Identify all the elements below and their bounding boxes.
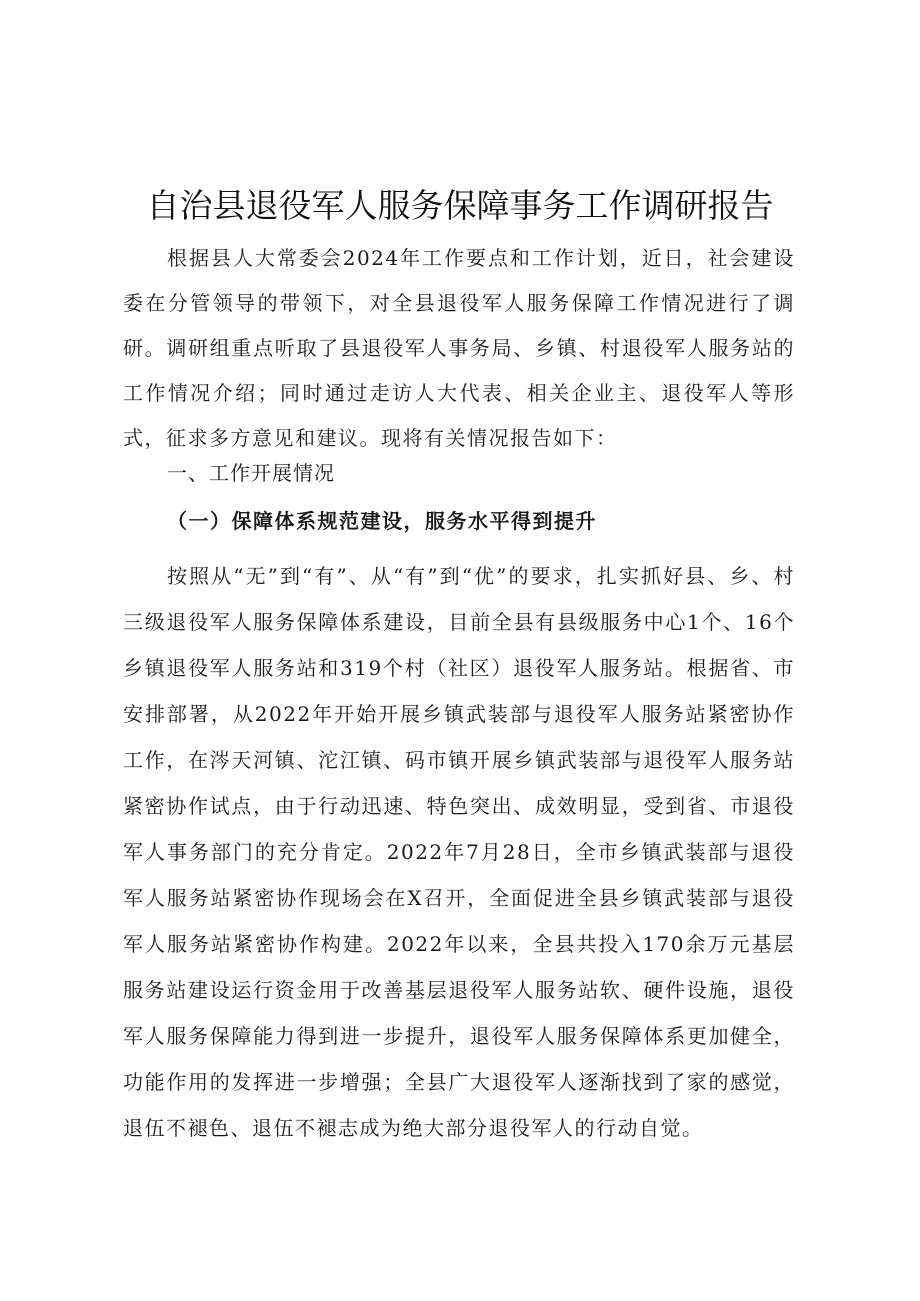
section-heading: 一、工作开展情况 (167, 461, 335, 485)
intro-paragraph: 根据县人大常委会2024年工作要点和工作计划，近日，社会建设委在分管领导的带领下，对全县退役军人服务保障工作情况进行了调研。调研组重点听取了县退役军人事务局、乡镇、村退役军人服务站的工作情况介绍；同时通过走访人大代表、相关企业主、退役军人等形式，征求多方意见和建议。现将有关情况报告如下： (123, 246, 795, 450)
document-title: 自治县退役军人服务保障事务工作调研报告 (146, 186, 774, 225)
body-paragraph: 按照从“无”到“有”、从“有”到“优”的要求，扎实抓好县、乡、村三级退役军人服务保障体系建设，目前全县有县级服务中心1个、16个乡镇退役军人服务站和319个村（社区）退役军人服务站。根据省、市安排部署，从2022年开始开展乡镇武装部与退役军人服务站紧密协作工作，在涔天河镇、沱江镇、码市镇开展乡镇武装部与退役军人服务站紧密协作试点，由于行动迅速、特色突出、成效明显，受到省、市退役军人事务部门的充分肯定。2022年7月28日，全市乡镇武装部与退役军人服务站紧密协作现场会在X召开，全面促进全县乡镇武装部与退役军人服务站紧密协作构建。2022年以来，全县共投入170余万元基层服务站建设运行资金用于改善基层退役军人服务站软、硬件设施，退役军人服务保障能力得到进一步提升，退役军人服务保障体系更加健全，功能作用的发挥进一步增强；全县广大退役军人逐渐找到了家的感觉，退伍不褪色、退伍不褪志成为绝大部分退役军人的行动自觉。 (123, 564, 795, 1140)
subsection-heading: （一）保障体系规范建设，服务水平得到提升 (167, 509, 597, 533)
